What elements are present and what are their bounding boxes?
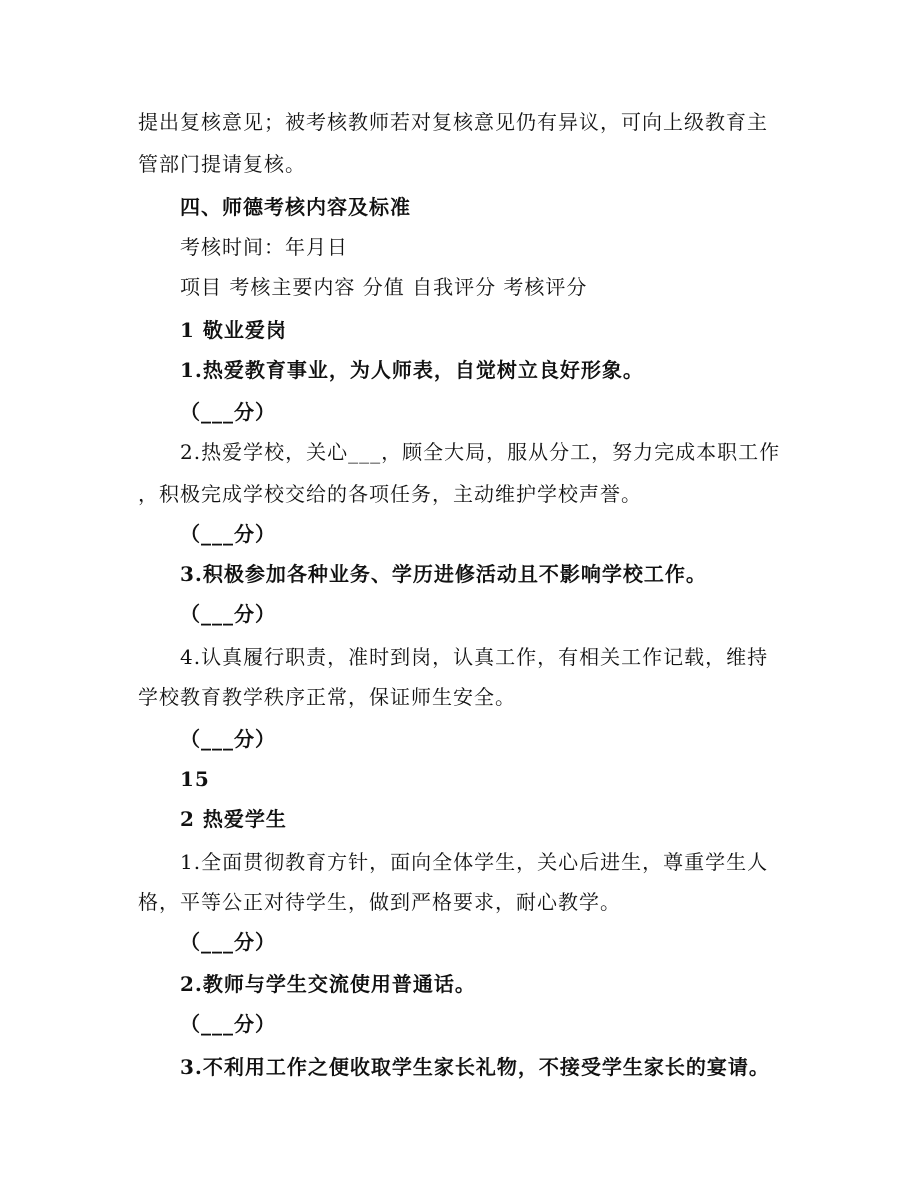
criterion-item: 4.认真履行职责，准时到岗，认真工作，有相关工作记载，维持 bbox=[180, 645, 769, 669]
section-heading: 四、师德考核内容及标准 bbox=[180, 195, 411, 219]
text-line: ，积极完成学校交给的各项任务，主动维护学校声誉。 bbox=[138, 482, 642, 506]
category-heading: 1 敬业爱岗 bbox=[180, 318, 287, 342]
text-line: 管部门提请复核。 bbox=[138, 152, 306, 176]
score-blank: （___分） bbox=[180, 602, 276, 626]
category-heading: 2 热爱学生 bbox=[180, 807, 287, 831]
text-line: 格，平等公正对待学生，做到严格要求，耐心教学。 bbox=[138, 890, 621, 914]
score-value: 15 bbox=[180, 767, 210, 791]
score-blank: （___分） bbox=[180, 930, 276, 954]
score-blank: （___分） bbox=[180, 522, 276, 546]
criterion-item: 3.积极参加各种业务、学历进修活动且不影响学校工作。 bbox=[180, 562, 707, 586]
score-blank: （___分） bbox=[180, 400, 276, 424]
text-line: 提出复核意见；被考核教师若对复核意见仍有异议，可向上级教育主 bbox=[138, 110, 768, 134]
criterion-item: 2.教师与学生交流使用普通话。 bbox=[180, 972, 476, 996]
criterion-item: 1.热爱教育事业，为人师表，自觉树立良好形象。 bbox=[180, 358, 644, 382]
score-blank: （___分） bbox=[180, 1012, 276, 1036]
text-line: 学校教育教学秩序正常，保证师生安全。 bbox=[138, 685, 516, 709]
text-line: 考核时间：年月日 bbox=[180, 235, 348, 259]
criterion-item: 1.全面贯彻教育方针，面向全体学生，关心后进生，尊重学生人 bbox=[180, 850, 769, 874]
table-header-line: 项目 考核主要内容 分值 自我评分 考核评分 bbox=[180, 275, 588, 299]
criterion-item: 2.热爱学校，关心___，顾全大局，服从分工，努力完成本职工作 bbox=[180, 440, 781, 464]
score-blank: （___分） bbox=[180, 727, 276, 751]
criterion-item: 3.不利用工作之便收取学生家长礼物，不接受学生家长的宴请。 bbox=[180, 1055, 770, 1079]
